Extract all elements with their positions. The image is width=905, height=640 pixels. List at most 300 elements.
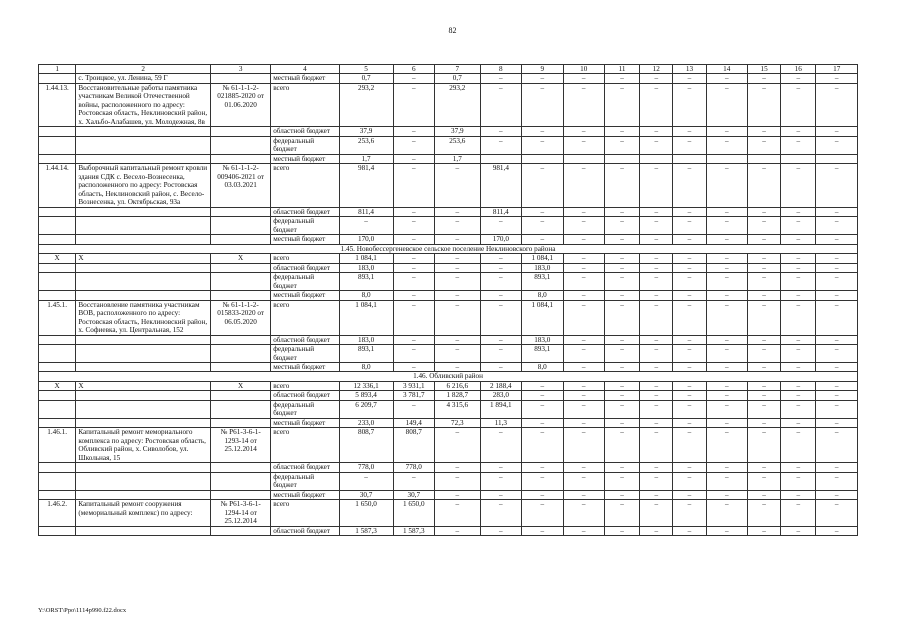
value-cell: – [640,335,673,344]
value-cell: 30,7 [339,490,393,499]
table-row [39,235,858,244]
document-cell: № 61-1-1-2-015833-2020 от 06.05.2020 [211,300,271,335]
value-cell: – [480,254,521,263]
document-cell: Х [211,381,271,390]
value-cell: – [747,400,780,418]
value-cell: – [339,472,393,490]
object-name-cell [76,335,211,344]
document-cell: Х [211,254,271,263]
table-row [39,345,858,363]
source-cell: областной бюджет [271,207,339,216]
column-number: 11 [604,65,639,74]
value-cell: 1,7 [339,154,393,163]
value-cell: – [640,74,673,83]
value-cell: – [393,345,434,363]
object-name-cell [76,235,211,244]
column-number: 3 [211,65,271,74]
value-cell: – [673,526,706,535]
object-name-cell: Выборочный капитальный ремонт кровли здания СДК с. Весело-Вознесенка, расположенного по адресу: Ростовская область, Неклиновский район, с. Весело-Вознесенка, ул. Октябрьская, 93а [76,164,211,207]
row-number-cell [39,136,76,154]
value-cell: – [816,300,858,335]
table-row [39,526,858,535]
value-cell: – [706,490,747,499]
row-number-cell [39,400,76,418]
document-cell [211,345,271,363]
table-row [39,136,858,154]
value-cell: – [480,472,521,490]
value-cell: – [673,127,706,136]
column-number: 12 [640,65,673,74]
value-cell: – [434,164,480,207]
value-cell: – [673,291,706,300]
value-cell: – [747,217,780,235]
value-cell: – [563,235,604,244]
object-name-cell [76,217,211,235]
table-row [39,418,858,427]
document-cell [211,362,271,371]
source-cell: федеральный бюджет [271,400,339,418]
source-cell: местный бюджет [271,362,339,371]
value-cell: – [522,463,563,472]
value-cell: – [640,526,673,535]
value-cell: – [747,291,780,300]
value-cell: – [522,500,563,526]
value-cell: – [781,127,816,136]
document-cell [211,74,271,83]
value-cell: – [522,74,563,83]
column-number: 5 [339,65,393,74]
row-number-cell [39,235,76,244]
source-cell: областной бюджет [271,463,339,472]
value-cell: – [640,217,673,235]
table-row [39,207,858,216]
value-cell: – [706,428,747,463]
object-name-cell: Восстановительные работы памятника участникам Великой Отечественной войны, расположенного по адресу: Ростовская область, Неклиновский район, х. Хальбо-Алабашев, ул. Молодежная, 8в [76,83,211,126]
object-name-cell: Капитальный ремонт сооружения (мемориальный комплекс) по адресу: [76,500,211,526]
value-cell: – [522,207,563,216]
value-cell: 233,0 [339,418,393,427]
row-number-cell: 1.46.1. [39,428,76,463]
value-cell: – [604,526,639,535]
value-cell: 183,0 [339,335,393,344]
value-cell: – [781,164,816,207]
value-cell: – [816,472,858,490]
object-name-cell: с. Троицкое, ул. Ленина, 59 Г [76,74,211,83]
value-cell: – [522,164,563,207]
row-number-cell [39,526,76,535]
value-cell: – [816,500,858,526]
value-cell: – [640,381,673,390]
value-cell: – [434,235,480,244]
value-cell: – [673,500,706,526]
table-row [39,381,858,390]
value-cell: – [706,391,747,400]
value-cell: 253,6 [339,136,393,154]
value-cell: – [522,381,563,390]
value-cell: – [747,83,780,126]
value-cell: – [781,74,816,83]
value-cell [480,154,521,163]
value-cell: – [480,136,521,154]
value-cell [604,154,639,163]
value-cell: – [673,207,706,216]
value-cell: – [781,381,816,390]
value-cell: – [604,418,639,427]
value-cell: – [434,428,480,463]
value-cell: – [673,463,706,472]
value-cell: – [747,164,780,207]
value-cell: – [640,345,673,363]
row-number-cell [39,418,76,427]
document-cell [211,526,271,535]
value-cell: – [747,381,780,390]
value-cell: – [393,217,434,235]
value-cell: – [434,254,480,263]
value-cell: – [747,235,780,244]
value-cell: – [339,217,393,235]
value-cell: – [604,472,639,490]
value-cell: – [640,428,673,463]
value-cell: 1 828,7 [434,391,480,400]
value-cell: 6 209,7 [339,400,393,418]
value-cell: – [747,526,780,535]
value-cell: 1 894,1 [480,400,521,418]
source-cell: федеральный бюджет [271,472,339,490]
row-number-cell [39,335,76,344]
document-cell [211,154,271,163]
document-cell [211,400,271,418]
value-cell: – [781,263,816,272]
value-cell: – [393,74,434,83]
document-cell [211,335,271,344]
value-cell: – [706,273,747,291]
value-cell: – [781,490,816,499]
value-cell: – [747,391,780,400]
row-number-cell: 1.45.1. [39,300,76,335]
document-cell [211,263,271,272]
value-cell: – [673,263,706,272]
section-title: 1.46. Обливский район [39,372,858,381]
value-cell: – [816,490,858,499]
value-cell: – [434,500,480,526]
value-cell: – [522,490,563,499]
row-number-cell: 1.44.14. [39,164,76,207]
value-cell: – [747,472,780,490]
value-cell: – [563,263,604,272]
value-cell: – [604,362,639,371]
source-cell: местный бюджет [271,291,339,300]
source-cell: всего [271,428,339,463]
value-cell: – [673,400,706,418]
column-number: 2 [76,65,211,74]
document-cell [211,217,271,235]
value-cell: – [563,217,604,235]
value-cell: – [781,400,816,418]
object-name-cell [76,472,211,490]
value-cell: – [393,472,434,490]
row-number-cell: Х [39,254,76,263]
row-number-cell: 1.46.2. [39,500,76,526]
value-cell: – [673,362,706,371]
value-cell: – [781,335,816,344]
value-cell: 6 216,6 [434,381,480,390]
table-row [39,263,858,272]
value-cell: – [706,74,747,83]
value-cell: – [781,526,816,535]
value-cell: – [747,428,780,463]
value-cell: – [781,291,816,300]
value-cell: – [604,335,639,344]
value-cell: – [816,127,858,136]
value-cell: – [706,254,747,263]
value-cell: – [816,345,858,363]
value-cell: – [781,391,816,400]
document-cell: № Р61-3-6-1-1294-14 от 25.12.2014 [211,500,271,526]
table-row [39,362,858,371]
value-cell: – [563,254,604,263]
value-cell: – [706,235,747,244]
value-cell: – [480,345,521,363]
value-cell: – [781,273,816,291]
value-cell: – [706,381,747,390]
value-cell: – [673,217,706,235]
value-cell: – [393,127,434,136]
value-cell: 183,0 [339,263,393,272]
value-cell: – [781,418,816,427]
table-row [39,254,858,263]
value-cell: – [781,207,816,216]
value-cell: – [604,164,639,207]
source-cell: всего [271,83,339,126]
value-cell: – [604,428,639,463]
value-cell: 0,7 [339,74,393,83]
value-cell: – [393,273,434,291]
value-cell: 811,4 [480,207,521,216]
value-cell: – [781,428,816,463]
value-cell: – [706,136,747,154]
value-cell: – [706,291,747,300]
value-cell: 1 084,1 [522,300,563,335]
value-cell: – [747,263,780,272]
source-cell: федеральный бюджет [271,136,339,154]
value-cell: – [640,500,673,526]
value-cell: 293,2 [339,83,393,126]
row-number-cell [39,207,76,216]
value-cell: – [747,362,780,371]
value-cell [563,154,604,163]
value-cell: – [747,74,780,83]
value-cell: – [393,154,434,163]
source-cell: областной бюджет [271,526,339,535]
value-cell: – [747,345,780,363]
value-cell: – [393,291,434,300]
value-cell [781,154,816,163]
value-cell: – [781,136,816,154]
value-cell: – [480,526,521,535]
value-cell: – [781,300,816,335]
value-cell: – [816,463,858,472]
value-cell: – [640,391,673,400]
value-cell: – [563,335,604,344]
value-cell: – [563,83,604,126]
value-cell: 893,1 [339,345,393,363]
value-cell: – [604,400,639,418]
value-cell: – [673,164,706,207]
value-cell: – [480,74,521,83]
value-cell: – [640,362,673,371]
object-name-cell [76,127,211,136]
section-row [39,372,858,381]
value-cell: – [706,217,747,235]
value-cell: – [604,254,639,263]
value-cell: – [640,300,673,335]
section-title: 1.45. Новобессергеневское сельское поселение Неклиновского района [39,244,858,253]
value-cell: – [816,254,858,263]
value-cell: – [434,335,480,344]
value-cell: – [563,391,604,400]
value-cell: – [434,291,480,300]
value-cell: 893,1 [339,273,393,291]
value-cell: – [673,490,706,499]
value-cell: – [816,207,858,216]
value-cell: – [816,400,858,418]
value-cell: – [781,472,816,490]
column-number: 9 [522,65,563,74]
value-cell: 183,0 [522,335,563,344]
value-cell: – [563,428,604,463]
value-cell: – [706,335,747,344]
value-cell: – [604,217,639,235]
value-cell: – [816,273,858,291]
row-number-cell: 1.44.13. [39,83,76,126]
value-cell: – [673,254,706,263]
value-cell: – [393,300,434,335]
value-cell: 30,7 [393,490,434,499]
row-number-cell [39,463,76,472]
object-name-cell [76,291,211,300]
document-cell [211,127,271,136]
value-cell: – [781,235,816,244]
value-cell: – [706,472,747,490]
column-number: 15 [747,65,780,74]
value-cell: – [640,207,673,216]
source-cell: всего [271,381,339,390]
column-number: 8 [480,65,521,74]
value-cell: – [563,164,604,207]
value-cell: 1,7 [434,154,480,163]
value-cell: 981,4 [480,164,521,207]
value-cell: – [522,83,563,126]
value-cell: – [673,472,706,490]
table-row [39,154,858,163]
value-cell: – [673,335,706,344]
value-cell: – [393,335,434,344]
section-row [39,244,858,253]
value-cell: – [480,217,521,235]
value-cell: – [781,500,816,526]
value-cell: 183,0 [522,263,563,272]
value-cell: – [563,463,604,472]
table-row [39,500,858,526]
source-cell: всего [271,254,339,263]
table-row [39,83,858,126]
footer-file-path: Y:\ORST\Ppo\1114p990.f22.docx [38,607,127,614]
object-name-cell: Х [76,381,211,390]
object-name-cell [76,273,211,291]
value-cell: – [480,83,521,126]
value-cell: – [604,127,639,136]
value-cell: – [434,362,480,371]
value-cell: – [434,263,480,272]
value-cell: 283,0 [480,391,521,400]
value-cell: – [816,526,858,535]
value-cell: – [563,418,604,427]
value-cell: – [640,254,673,263]
table-row [39,400,858,418]
value-cell: – [480,490,521,499]
value-cell: – [673,428,706,463]
value-cell: – [393,235,434,244]
value-cell [706,154,747,163]
value-cell: 12 336,1 [339,381,393,390]
value-cell: – [563,381,604,390]
value-cell: – [816,428,858,463]
value-cell: 1 650,0 [339,500,393,526]
value-cell: 1 587,3 [393,526,434,535]
column-number: 4 [271,65,339,74]
object-name-cell: Капитальный ремонт мемориального комплекса по адресу: Ростовская область, Обливский район, х. Сиволобов, ул. Школьная, 15 [76,428,211,463]
table-row [39,217,858,235]
value-cell: – [393,136,434,154]
value-cell: – [480,263,521,272]
value-cell: 1 650,0 [393,500,434,526]
value-cell: – [434,490,480,499]
value-cell: – [640,400,673,418]
value-cell: – [604,273,639,291]
value-cell: – [434,345,480,363]
table-row [39,472,858,490]
object-name-cell [76,490,211,499]
object-name-cell [76,154,211,163]
value-cell: – [816,74,858,83]
value-cell: – [604,136,639,154]
value-cell: – [747,254,780,263]
value-cell: – [747,490,780,499]
value-cell: 170,0 [339,235,393,244]
value-cell: – [781,463,816,472]
value-cell: – [706,207,747,216]
document-cell [211,207,271,216]
value-cell: 8,0 [339,291,393,300]
value-cell: – [563,136,604,154]
table-row [39,335,858,344]
value-cell: – [640,472,673,490]
value-cell: – [563,74,604,83]
value-cell: 808,7 [393,428,434,463]
row-number-cell [39,154,76,163]
row-number-cell [39,391,76,400]
budget-table [38,64,858,536]
object-name-cell [76,345,211,363]
column-number: 13 [673,65,706,74]
value-cell: – [393,83,434,126]
source-cell: федеральный бюджет [271,273,339,291]
value-cell: 253,6 [434,136,480,154]
row-number-cell [39,362,76,371]
row-number-cell [39,74,76,83]
value-cell: – [393,254,434,263]
source-cell: областной бюджет [271,127,339,136]
